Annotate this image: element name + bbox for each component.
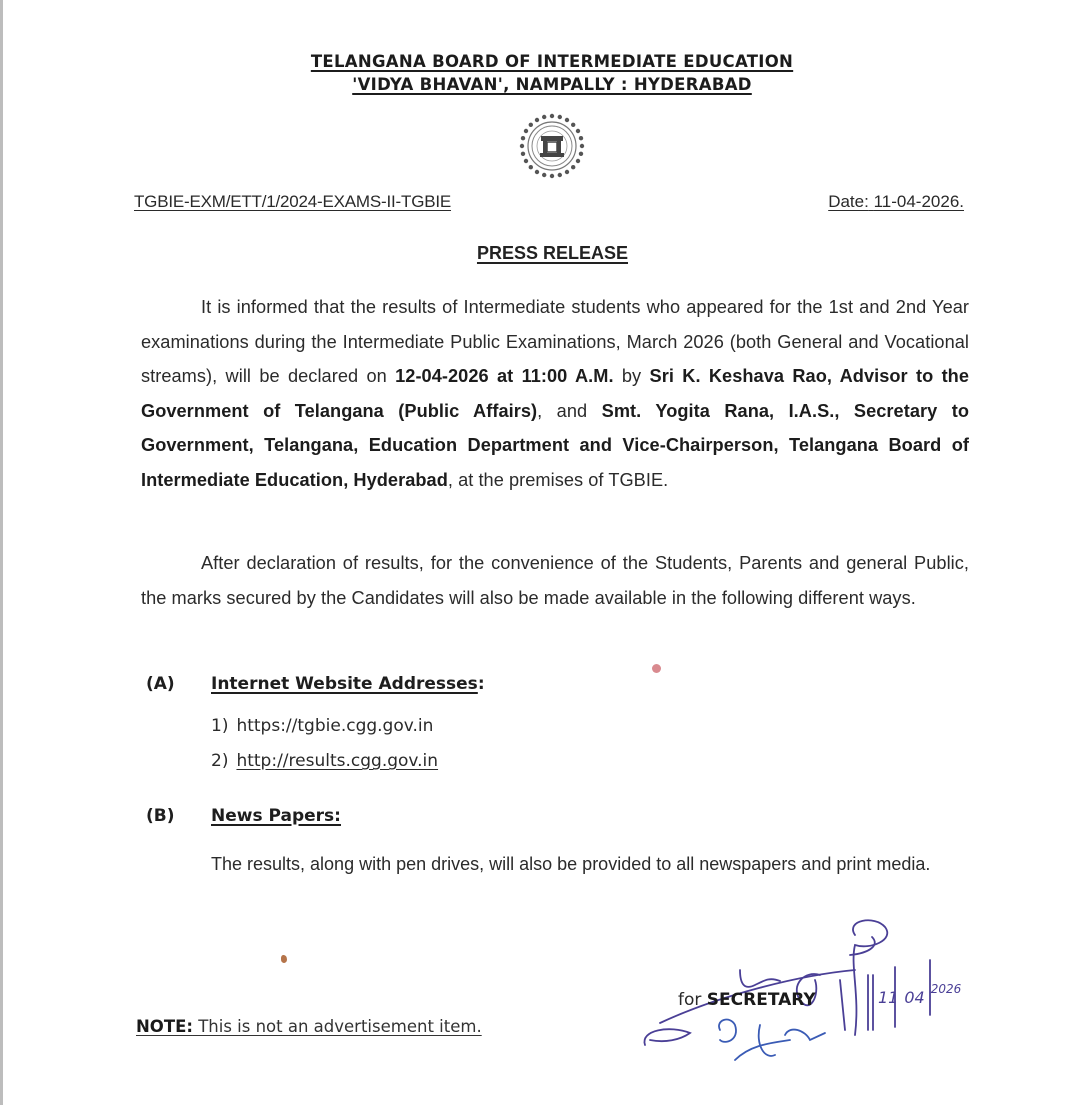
para-text: It is informed that the results of Intermediate students who appeared for the 1st and 2nd Year examinations during the Intermediate Public Examinations, March 2026 (both General and Vocational streams), will be declared on	[141, 297, 969, 387]
official-name-1: Sri K. Keshava Rao, Advisor to the Government of Telangana (Public Affairs)	[141, 366, 970, 421]
section-a-colon: :	[477, 674, 485, 694]
website-item-2	[211, 751, 438, 771]
availability-paragraph: After declaration of results, for the convenience of the Students, Parents and general Public, the marks secured by the Candidates will also be made available in the following different ways.	[141, 553, 969, 608]
document-date	[828, 192, 964, 212]
note-text: This is not an advertisement item.	[192, 1017, 482, 1036]
website-link-tgbie[interactable]: https://tgbie.cgg.gov.in	[236, 716, 434, 736]
section-a-title	[211, 674, 485, 694]
date-value: 11-04-2026.	[873, 192, 964, 211]
result-datetime: 12-04-2026 at 11:00 A.M.	[395, 366, 614, 387]
handwritten-date: 11 04 $^{2026}$	[878, 982, 962, 1007]
section-a-title-text: Internet Website Addresses	[211, 674, 478, 694]
section-b-title	[211, 806, 341, 826]
para-text: , and	[537, 400, 602, 421]
note-disclaimer	[136, 1017, 482, 1036]
scan-speck	[281, 955, 287, 963]
press-release-title: PRESS RELEASE	[476, 243, 629, 263]
section-a-label: (A)	[146, 674, 175, 694]
announcement-paragraph	[141, 290, 969, 498]
for-text: for	[678, 990, 702, 1010]
item-number: 2)	[211, 751, 229, 771]
note-label: NOTE:	[136, 1017, 193, 1036]
signatory-label	[678, 990, 816, 1010]
website-link-results[interactable]: http://results.cgg.gov.in	[236, 751, 439, 771]
website-item-1	[211, 716, 433, 736]
item-number: 1)	[211, 716, 229, 736]
board-emblem-icon	[518, 112, 586, 180]
para-text: , at the premises of TGBIE.	[447, 469, 669, 490]
board-address-heading: 'VIDYA BHAVAN', NAMPALLY : HYDERABAD	[352, 75, 752, 94]
section-b-label: (B)	[146, 806, 175, 826]
newspapers-text: The results, along with pen drives, will also be provided to all newspapers and print media.	[211, 854, 931, 874]
section-b-title-text: News Papers:	[211, 806, 341, 826]
signatory-role: SECRETARY	[706, 990, 816, 1010]
official-name-2: Smt. Yogita Rana, I.A.S., Secretary to Government, Telangana, Education Department and Vice-Chairperson, Telangana Board of Intermediate Education, Hyderabad	[141, 400, 969, 490]
date-label: Date:	[828, 192, 869, 211]
scan-speck	[652, 664, 661, 673]
reference-number: TGBIE-EXM/ETT/1/2024-EXAMS-II-TGBIE	[134, 192, 452, 211]
para-text: by	[613, 366, 650, 387]
board-name-heading: TELANGANA BOARD OF INTERMEDIATE EDUCATION	[310, 52, 794, 71]
